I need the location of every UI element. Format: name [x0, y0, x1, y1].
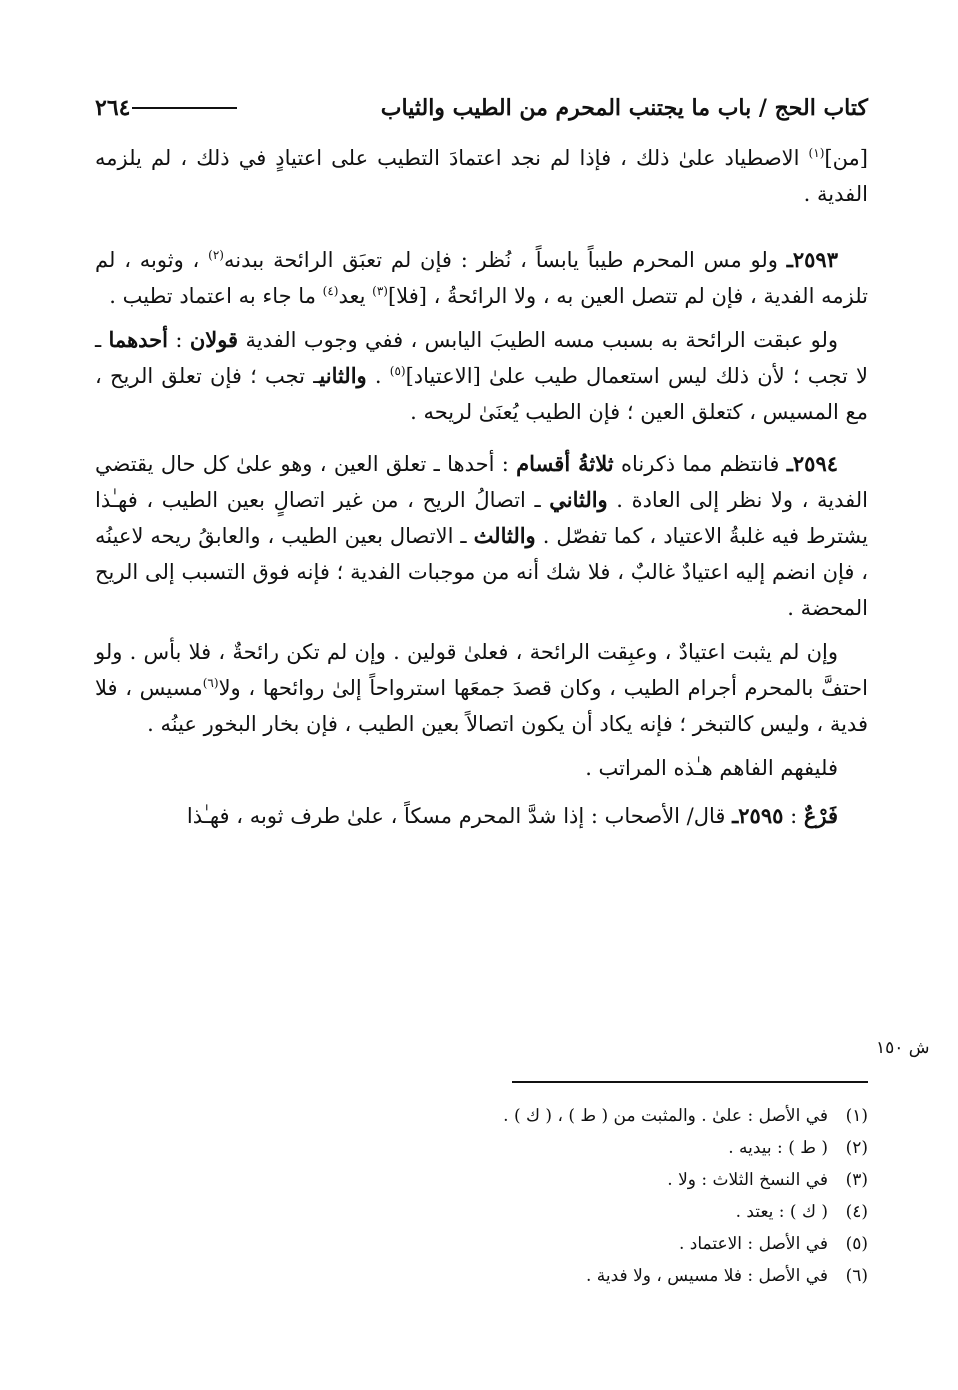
issue-number: ٢٥٩٥ـ: [732, 803, 784, 828]
text-span: :: [167, 328, 190, 352]
footnote-item: [300, 1164, 868, 1196]
footnote-number: (٣): [845, 1170, 868, 1190]
header-rule: [132, 107, 237, 109]
footnote-number: (٦): [845, 1266, 868, 1286]
text-span: فليفهم الفاهم هـٰذه المراتب .: [585, 756, 838, 780]
footnote-ref[interactable]: (٦): [202, 676, 219, 690]
main-text: [95, 140, 868, 834]
text-span: ـ الاتصال بعين الطيب ، والعابقُ ريحه لاعينُه ، فإن انضم إليه اعتيادٌ غالبٌ ، فلا شك أنه من موجبات الفدية ؛ فإنه فوق التسبب إلى الريح المحضة .: [95, 524, 868, 620]
footnote-item: [300, 1228, 868, 1260]
manuscript-folio-note: ش ١٥٠: [876, 1038, 930, 1058]
text-span: قال/ الأصحاب : إذا شدَّ المحرم مسكاً ، علىٰ طرف ثوبه ، فهـٰذا: [186, 804, 733, 828]
footnotes: [300, 1100, 868, 1292]
footnote-item: [300, 1196, 868, 1228]
page-number: ٢٦٤: [95, 95, 131, 121]
footnote-item: [300, 1132, 868, 1164]
text-span: فانتظم مما ذكرناه: [613, 452, 787, 476]
text-span: ـ تجب ؛ فإن تعلق الريح ، مع المسيس ، كتعلق العين ؛ فإن الطيب يُعنَىٰ لريحه .: [95, 364, 868, 424]
footnote-ref[interactable]: (٣): [372, 284, 388, 298]
footnote-number: (٤): [845, 1202, 868, 1222]
bold-term: أحدهما: [108, 327, 168, 352]
paragraph-6: [95, 750, 868, 786]
paragraph-5: [95, 634, 868, 742]
footnote-separator: [512, 1081, 868, 1083]
footnote-item: [300, 1100, 868, 1132]
text-span: ما جاء به اعتماد تطيب .: [109, 284, 323, 308]
footnote-text: ( ط ) : بيديه .: [728, 1138, 828, 1158]
paragraph-3: [95, 322, 868, 430]
footnote-text: في الأصل : فلا مسيس ، ولا فدية .: [585, 1266, 828, 1286]
footnote-ref[interactable]: (٤): [322, 284, 339, 298]
text-span: .: [366, 364, 390, 388]
text-span: ـ لا تجب ؛ لأن ذلك ليس استعمال طيب علىٰ [الاعتياد]: [95, 328, 868, 388]
text-span: ولو مس المحرم طيباً يابساً ، نُظر : فإن لم تعبَق الرائحة ببدنه: [223, 248, 787, 272]
bold-term: والثاني: [549, 487, 608, 512]
text-span: :: [783, 804, 804, 828]
footnote-text: في النسخ الثلاث : ولا .: [667, 1170, 828, 1190]
text-span: : أحدها ـ تعلق العين ، وهو علىٰ كل حال يقتضي الفدية ، ولا نظر إلى العادة .: [95, 452, 868, 512]
text-span: ، وثوبه ، لم تلزمه الفدية ، فإن لم تتصل العين به ، ولا الرائحةُ ، [فلا]: [95, 248, 868, 308]
bold-term: والثالث: [473, 523, 536, 548]
issue-number: ٢٥٩٣ـ: [786, 247, 838, 272]
footnote-ref[interactable]: (٢): [208, 248, 224, 262]
paragraph-2594: [95, 446, 868, 626]
issue-number: ٢٥٩٤ـ: [786, 451, 839, 476]
paragraph-2593: [95, 242, 868, 314]
footnote-text: في الأصل : علىٰ . والمثبت من ( ط ) ، ( ك ) .: [503, 1106, 828, 1126]
footnote-number: (٥): [845, 1234, 868, 1254]
bold-term: قولان: [189, 327, 239, 352]
running-header: [95, 88, 868, 128]
paragraph-2595: [95, 798, 868, 834]
text-span: الاصطياد علىٰ ذلك ، فإذا لم نجد اعتمادَ التطيب على اعتيادٍ في ذلك ، لم يلزمه الفدية .: [95, 146, 868, 206]
header-page-number-group: [95, 95, 239, 121]
text-span: وإن لم يثبت اعتيادٌ ، وعبِقت الرائحة ، فعلىٰ قولين . وإن لم تكن رائحةٌ ، فلا بأس . ولو احتفَّ بالمحرم أجرام الطيب ، وكان قصدَ جمعَها استرواحاً إلىٰ روائحها ، ولا: [95, 640, 869, 700]
text-span: يعد: [338, 284, 373, 308]
footnote-item: [300, 1260, 868, 1292]
bold-term: ثلاثةُ أقسام: [516, 451, 614, 476]
footnote-ref[interactable]: (١): [808, 146, 825, 160]
text-span: مسيس ، فلا فدية ، وليس كالتبخر ؛ فإنه يكاد أن يكون اتصالاً بعين الطيب ، فإن بخار البخور عينُه .: [95, 676, 868, 736]
paragraph-1: [95, 140, 868, 212]
header-title: كتاب الحج / باب ما يجتنب المحرم من الطيب والثياب: [380, 95, 868, 121]
footnote-number: (٢): [845, 1138, 868, 1158]
bold-term: والثاني: [319, 363, 367, 388]
text-span: ولو عبقت الرائحة به بسبب مسه الطيبَ اليابس ، ففي وجوب الفدية: [238, 328, 838, 352]
footnote-text: في الأصل : الاعتماد .: [678, 1234, 828, 1254]
text-span: [من]: [824, 146, 868, 170]
far-label: فَرْعٌ: [803, 803, 838, 828]
footnote-ref[interactable]: (٥): [389, 364, 406, 378]
footnote-number: (١): [845, 1106, 868, 1126]
footnote-text: ( ك ) : يعتد .: [735, 1202, 828, 1222]
text-span: ـ اتصالُ الريح ، من غير اتصالٍ بعين الطيب ، فهـٰذا يشترط فيه غلبةُ الاعتياد ، كما تفصّل .: [95, 488, 869, 548]
